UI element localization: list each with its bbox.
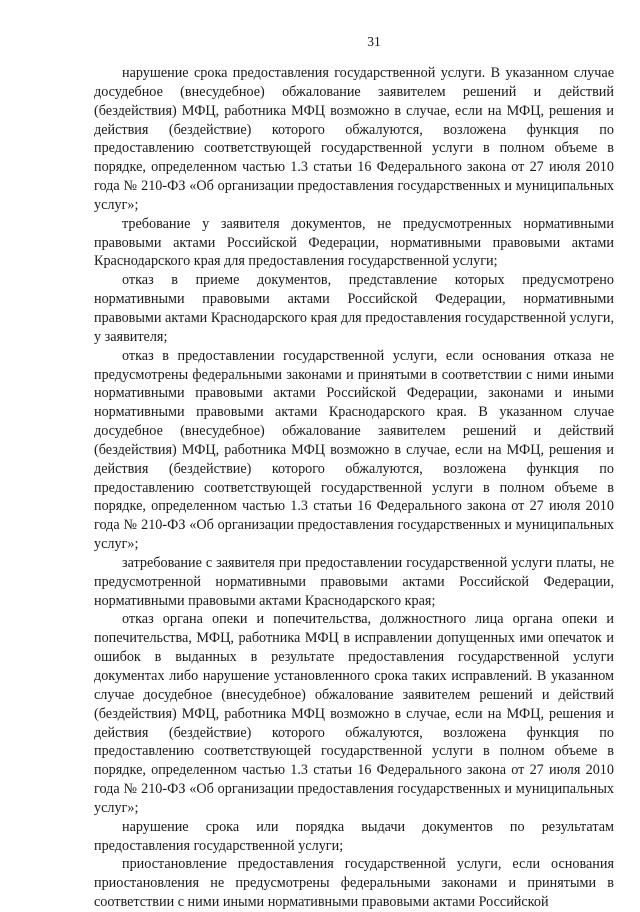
- paragraph: требование у заявителя документов, не предусмотренных нормативными правовыми актами Российской Федерации, нормативными правовыми актами Краснодарского края для предоставления государственной услуги;: [94, 215, 614, 270]
- paragraph: приостановление предоставления государственной услуги, если основания приостановления не предусмотрены федеральными законами и принятыми в соответствии с ними иными нормативными правовыми актами Российской: [94, 856, 614, 911]
- paragraph: нарушение срока предоставления государственной услуги. В указанном случае досудебное (внесудебное) обжалование заявителем решений и действий (бездействия) МФЦ, работника МФЦ возможно в случае, если на МФЦ, решения и действия (бездействие) которого обжалуются, возложена функция по предоставлению соответствующей государственной услуги в полном объеме в порядке, определенном частью 1.3 статьи 16 Федерального закона от 27 июля 2010 года № 210-ФЗ «Об организации предоставления государственных и муниципальных услуг»;: [94, 65, 614, 213]
- paragraph: затребование с заявителя при предоставлении государственной услуги платы, не предусмотренной нормативными правовыми актами Российской Федерации, нормативными правовыми актами Краснодарского края;: [94, 554, 614, 609]
- paragraph: отказ в приеме документов, представление которых предусмотрено нормативными правовыми актами Российской Федерации, нормативными правовыми актами Краснодарского края для предоставления государственной услуги, у заявителя;: [94, 272, 615, 345]
- page-number: 31: [367, 34, 381, 49]
- paragraph: отказ органа опеки и попечительства, должностного лица органа опеки и попечительства, МФЦ, работника МФЦ в исправлении допущенных ими опечаток и ошибок в выданных в результате предоставления государственной услуги документах либо нарушение установленного срока таких исправлений. В указанном случае досудебное (внесудебное) обжалование заявителем решений и действий (бездействия) МФЦ, работника МФЦ возможно в случае, если на МФЦ, решения и действия (бездействие) которого обжалуются, возложена функция по предоставлению соответствующей государственной услуги в полном объеме в порядке, определенном частью 1.3 статьи 16 Федерального закона от 27 июля 2010 года № 210-ФЗ «Об организации предоставления государственных и муниципальных услуг»;: [94, 611, 614, 816]
- paragraph: нарушение срока или порядка выдачи документов по результатам предоставления государственной услуги;: [94, 818, 614, 854]
- paragraph: отказ в предоставлении государственной услуги, если основания отказа не предусмотрены федеральными законами и принятыми в соответствии с ними иными нормативными правовыми актами Российской Федерации, законами и иными нормативными правовыми актами Краснодарского края. В указанном случае досудебное (внесудебное) обжалование заявителем решений и действий (бездействия) МФЦ, работника МФЦ возможно в случае, если на МФЦ, решения и действия (бездействие) которого обжалуются, возложена функция по предоставлению соответствующей государственной услуги в полном объеме в порядке, определенном частью 1.3 статьи 16 Федерального закона от 27 июля 2010 года № 210-ФЗ «Об организации предоставления государственных и муниципальных услуг»;: [94, 347, 614, 553]
